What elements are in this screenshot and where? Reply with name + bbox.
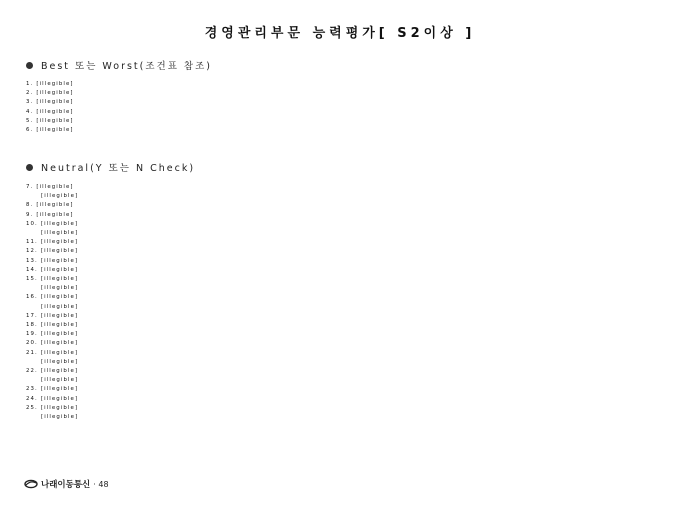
list-item (26, 284, 656, 293)
list-item-number: 12. (26, 248, 38, 255)
list-item-number: 22. (26, 368, 38, 375)
section-heading-best-worst (26, 58, 212, 72)
list-item-number: 9. (26, 211, 34, 218)
list-item (26, 367, 656, 376)
list-item (26, 395, 656, 404)
section-heading-text: Best 또는 Worst(조건표 참조) (41, 61, 212, 72)
list-item-number: 23. (26, 386, 38, 393)
list-item-text: [illegible] (36, 184, 74, 190)
list-item-text: [illegible] (40, 294, 79, 301)
list-item-text: [illegible] (40, 322, 79, 329)
list-item-text: [illegible] (41, 230, 79, 237)
list-item-text: [illegible] (40, 340, 79, 347)
list-item (26, 312, 656, 321)
list-item-number: 4. (26, 108, 34, 115)
list-item-text: [illegible] (41, 193, 79, 200)
list-item (26, 229, 656, 238)
list-item-number: 19. (26, 331, 38, 338)
list-item-text: [illegible] (40, 257, 79, 264)
list-item-text: [illegible] (41, 285, 79, 292)
list-item-text: [illegible] (40, 349, 79, 356)
list-item-number: 25. (26, 404, 38, 411)
list-item (26, 330, 656, 339)
list-item-number: 7. (26, 184, 34, 190)
list-item (26, 183, 656, 192)
company-logo-icon (24, 479, 38, 489)
bullet-icon (26, 164, 33, 171)
section-heading-text: Neutral(Y 또는 N Check) (41, 163, 196, 174)
list-item-text: [illegible] (36, 108, 74, 115)
list-item-text: [illegible] (40, 248, 79, 255)
list-item (26, 266, 656, 275)
list-item (26, 257, 656, 266)
list-item-number: 21. (26, 349, 38, 356)
list-item (26, 211, 656, 220)
list-item-text: [illegible] (40, 395, 79, 402)
list-item (26, 80, 656, 89)
list-item-text: [illegible] (36, 90, 74, 97)
list-item-number: 11. (26, 239, 38, 246)
list-item-text: [illegible] (36, 127, 74, 134)
list-item-text: [illegible] (40, 404, 79, 411)
list-item-text: [illegible] (41, 414, 79, 421)
list-item-number: 10. (26, 220, 38, 227)
list-item-number: 18. (26, 322, 38, 329)
list-item (26, 321, 656, 330)
best-worst-criteria-list (26, 80, 656, 135)
list-item-text: [illegible] (41, 377, 79, 384)
list-item-number: 1. (26, 81, 34, 87)
list-item-number: 8. (26, 202, 34, 209)
list-item-text: [illegible] (40, 368, 79, 375)
list-item-number: 2. (26, 90, 34, 97)
list-item-text: [illegible] (36, 117, 74, 124)
list-item-number: 24. (26, 395, 38, 402)
list-item-number: 20. (26, 340, 38, 347)
page-number: · 48 (93, 479, 109, 489)
list-item-text: [illegible] (36, 81, 74, 87)
list-item-text: [illegible] (36, 99, 74, 106)
list-item (26, 89, 656, 98)
list-item (26, 126, 656, 135)
list-item (26, 293, 656, 302)
list-item (26, 358, 656, 367)
list-item-text: [illegible] (36, 211, 74, 218)
list-item-text: [illegible] (36, 202, 74, 209)
list-item-text: [illegible] (40, 266, 79, 273)
list-item (26, 238, 656, 247)
list-item-text: [illegible] (40, 386, 79, 393)
list-item-text: [illegible] (40, 276, 79, 283)
list-item-number: 15. (26, 276, 38, 283)
list-item-text: [illegible] (40, 220, 79, 227)
list-item (26, 413, 656, 422)
list-item-number: 16. (26, 294, 38, 301)
list-item-text: [illegible] (40, 312, 79, 319)
list-item (26, 376, 656, 385)
list-item-number: 13. (26, 257, 38, 264)
list-item-text: [illegible] (41, 358, 79, 365)
list-item-number: 5. (26, 117, 34, 124)
page-title: 경영관리부문 능력평가[ S2이상 ] (204, 26, 476, 41)
footer-logo (24, 478, 109, 490)
list-item-number: 6. (26, 127, 34, 134)
list-item (26, 192, 656, 201)
list-item-number: 14. (26, 266, 38, 273)
list-item (26, 404, 656, 413)
list-item (26, 117, 656, 126)
list-item (26, 275, 656, 284)
section-heading-neutral (26, 160, 195, 174)
list-item (26, 349, 656, 358)
list-item (26, 247, 656, 256)
list-item-text: [illegible] (41, 303, 79, 310)
list-item-text: [illegible] (40, 331, 79, 338)
list-item-text: [illegible] (40, 239, 79, 246)
bullet-icon (26, 62, 33, 69)
list-item (26, 98, 656, 107)
list-item (26, 339, 656, 348)
list-item (26, 201, 656, 210)
list-item-number: 3. (26, 99, 34, 106)
list-item-number: 17. (26, 312, 38, 319)
list-item (26, 108, 656, 117)
list-item (26, 385, 656, 394)
list-item (26, 303, 656, 312)
brand-name: 나래이동통신 (41, 480, 91, 490)
neutral-criteria-list (26, 183, 656, 422)
list-item (26, 220, 656, 229)
